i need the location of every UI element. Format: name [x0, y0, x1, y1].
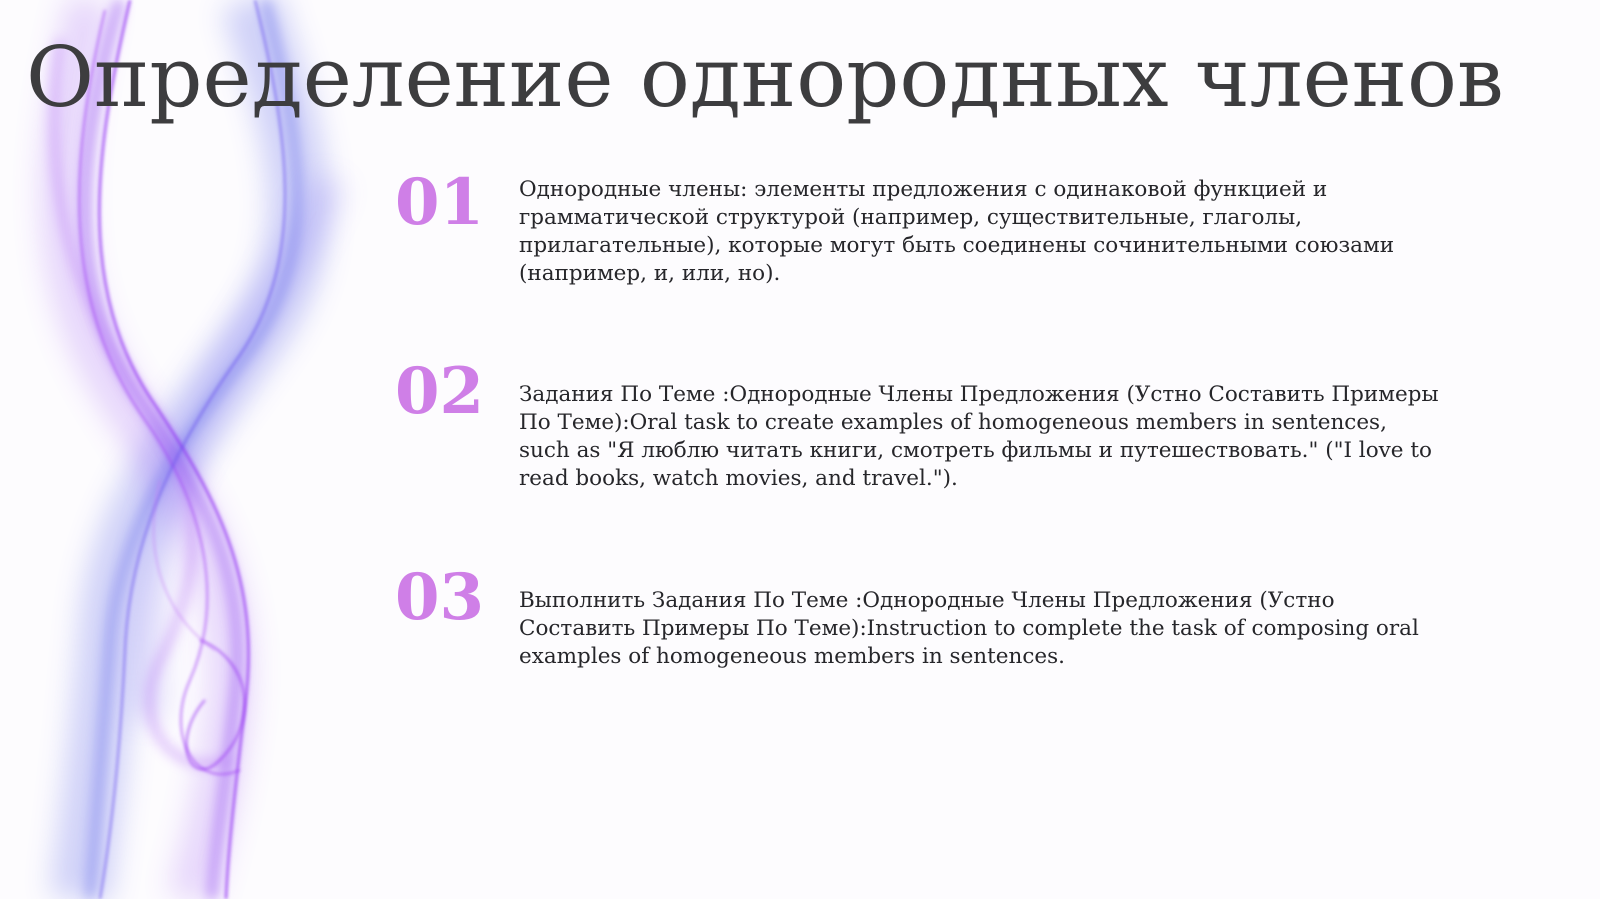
item-text: Задания По Теме :Однородные Члены Предложения (Устно Составить Примеры По Теме):Oral task to create examples of homogeneous members in sentences, such as "Я люблю читать книги, смотреть фильмы и путешествовать." ("I love to read books, watch movies, and travel.").	[519, 382, 1439, 491]
item-text: Выполнить Задания По Теме :Однородные Члены Предложения (Устно Составить Примеры По Теме):Instruction to complete the task of composing oral examples of homogeneous members in sentences.	[519, 588, 1419, 669]
item-number: 02	[395, 354, 485, 429]
slide-title: Определение однородных членов	[26, 29, 1504, 126]
item-number: 01	[395, 165, 485, 240]
purple-smoke-decoration	[0, 0, 420, 899]
item-number: 03	[395, 560, 485, 635]
item-text: Однородные члены: элементы предложения с одинаковой функцией и грамматической структурой (например, существительные, глаголы, прилагательные), которые могут быть соединены сочинительными союзами (например, и, или, но).	[519, 177, 1395, 286]
